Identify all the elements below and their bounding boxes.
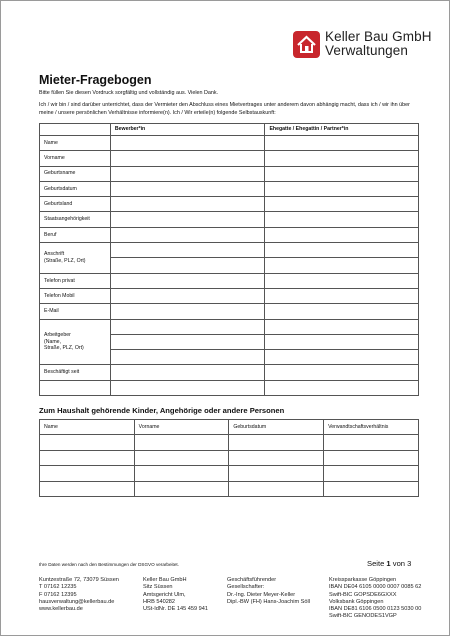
household-input-cell[interactable] xyxy=(134,466,229,482)
applicant-row-label xyxy=(40,380,111,395)
household-input-cell[interactable] xyxy=(40,466,135,482)
company-name xyxy=(325,30,432,58)
partner-input-cell[interactable] xyxy=(265,197,419,212)
company-logo xyxy=(293,30,432,58)
household-header-relationship: Verwandtschaftsverhältnis xyxy=(324,420,419,435)
applicant-input-cell[interactable] xyxy=(110,273,265,288)
applicant-input-cell[interactable] xyxy=(110,380,265,395)
household-input-cell[interactable] xyxy=(324,466,419,482)
page-number xyxy=(367,559,411,568)
applicant-row-label: Beruf xyxy=(40,227,111,242)
applicant-row-label: Staatsangehörigkeit xyxy=(40,212,111,227)
footer-registry xyxy=(143,577,208,613)
household-header-birthdate: Geburtsdatum xyxy=(229,420,324,435)
applicant-row xyxy=(40,136,419,151)
privacy-note: Ihre Daten werden nach den Bestimmungen der DSGVO verarbeitet. xyxy=(39,562,179,567)
household-input-cell[interactable] xyxy=(229,450,324,466)
applicant-input-cell[interactable] xyxy=(110,136,265,151)
applicant-row xyxy=(40,288,419,303)
applicant-row xyxy=(40,166,419,181)
household-input-cell[interactable] xyxy=(229,466,324,482)
applicant-row xyxy=(40,273,419,288)
footer-bank xyxy=(329,577,421,621)
applicant-row xyxy=(40,365,419,380)
footer-line: Gesellschafter: xyxy=(227,584,265,591)
page-mid: von xyxy=(390,559,408,568)
household-input-cell[interactable] xyxy=(324,481,419,497)
footer-line: T 07162 12235 xyxy=(39,584,77,591)
applicant-input-cell[interactable] xyxy=(110,243,265,258)
footer-line: HRB 540282 xyxy=(143,598,176,605)
footer-address xyxy=(39,577,119,613)
household-input-cell[interactable] xyxy=(134,450,229,466)
applicant-row-label: Geburtsname xyxy=(40,166,111,181)
household-input-cell[interactable] xyxy=(40,435,135,451)
page-title: Mieter-Fragebogen xyxy=(39,73,152,87)
applicant-row xyxy=(40,181,419,196)
household-input-cell[interactable] xyxy=(324,435,419,451)
household-input-cell[interactable] xyxy=(229,435,324,451)
footer-line: Kreissparkasse Göppingen xyxy=(329,577,397,583)
partner-input-cell[interactable] xyxy=(265,288,419,303)
household-table xyxy=(39,419,419,497)
partner-input-cell[interactable] xyxy=(265,136,419,151)
footer-line: USt-IdNr. DE 145 459 941 xyxy=(143,606,208,613)
applicant-input-cell[interactable] xyxy=(110,288,265,303)
partner-input-cell[interactable] xyxy=(265,334,419,349)
page-total: 3 xyxy=(407,559,412,568)
footer-line: Swift-BIC GOPSDE6GXXX xyxy=(329,591,397,598)
partner-input-cell[interactable] xyxy=(265,304,419,319)
partner-input-cell[interactable] xyxy=(265,181,419,196)
applicant-row-label: Telefon privat xyxy=(40,273,111,288)
footer-line: Sitz Süssen xyxy=(143,584,173,591)
consent-text: Ich / wir bin / sind darüber unterrichtet, dass der Vermieter den Abschluss eines Mietvertrages unter anderem davon abhängig macht, dass ich / wir ihn über meine / unsere persönlichen Verhältnisse informiere(n). Ich / Wir erteile(n) folgende Selbstauskunft: xyxy=(39,102,410,116)
footer-line: Dr.-Ing. Dieter Meyer-Keller xyxy=(227,591,296,598)
household-input-cell[interactable] xyxy=(229,481,324,497)
applicant-row-label: Vorname xyxy=(40,151,111,166)
applicant-row xyxy=(40,380,419,395)
applicant-input-cell[interactable] xyxy=(110,151,265,166)
household-header-name: Name xyxy=(40,420,135,435)
applicant-row-label: Telefon Mobil xyxy=(40,288,111,303)
footer-line: Dipl.-BW (FH) Hans-Joachim Söll xyxy=(227,598,310,605)
applicant-row-label: E-Mail xyxy=(40,304,111,319)
page-current: 1 xyxy=(386,559,391,568)
applicant-row-label: Geburtsdatum xyxy=(40,181,111,196)
applicant-input-cell[interactable] xyxy=(110,304,265,319)
partner-input-cell[interactable] xyxy=(265,365,419,380)
applicant-input-cell[interactable] xyxy=(110,350,265,365)
household-title: Zum Haushalt gehörende Kinder, Angehörige oder andere Personen xyxy=(39,406,285,415)
household-input-cell[interactable] xyxy=(324,450,419,466)
partner-input-cell[interactable] xyxy=(265,151,419,166)
applicant-input-cell[interactable] xyxy=(110,334,265,349)
household-input-cell[interactable] xyxy=(134,481,229,497)
partner-input-cell[interactable] xyxy=(265,319,419,334)
applicant-input-cell[interactable] xyxy=(110,258,265,273)
header-applicant: Bewerber*in xyxy=(110,124,265,136)
partner-input-cell[interactable] xyxy=(265,212,419,227)
applicant-row-label: Arbeitgeber (Name, Straße, PLZ, Ort) xyxy=(40,319,111,365)
partner-input-cell[interactable] xyxy=(265,258,419,273)
footer-line: Kuntzestraße 72, 73079 Süssen xyxy=(39,577,119,583)
house-logo-icon xyxy=(293,31,320,58)
footer-line: Keller Bau GmbH xyxy=(143,577,187,583)
footer-line: Amtsgericht Ulm, xyxy=(143,591,186,598)
applicant-input-cell[interactable] xyxy=(110,319,265,334)
applicant-input-cell[interactable] xyxy=(110,365,265,380)
applicant-row xyxy=(40,197,419,212)
partner-input-cell[interactable] xyxy=(265,166,419,181)
partner-input-cell[interactable] xyxy=(265,227,419,242)
applicant-row xyxy=(40,243,419,258)
applicant-header-row xyxy=(40,124,419,136)
household-row xyxy=(40,466,419,482)
company-name-line2: Verwaltungen xyxy=(325,43,409,58)
company-name-line1: Keller Bau GmbH xyxy=(325,29,432,44)
applicant-row xyxy=(40,304,419,319)
footer-line: Swift-BIC GENODES1VGP xyxy=(329,613,397,620)
partner-input-cell[interactable] xyxy=(265,380,419,395)
partner-input-cell[interactable] xyxy=(265,243,419,258)
applicant-input-cell[interactable] xyxy=(110,181,265,196)
household-row xyxy=(40,450,419,466)
applicant-row-label: Beschäftigt seit xyxy=(40,365,111,380)
applicant-input-cell[interactable] xyxy=(110,166,265,181)
footer-line: IBAN DE04 6105 0000 0007 0085 62 xyxy=(329,584,422,591)
footer-line: Geschäftsführender xyxy=(227,577,277,583)
footer-line: hausverwaltung@kellerbau.de xyxy=(39,598,115,605)
applicant-input-cell[interactable] xyxy=(110,197,265,212)
footer-line: F 07162 12395 xyxy=(39,591,77,598)
applicant-row xyxy=(40,212,419,227)
applicant-row xyxy=(40,227,419,242)
applicant-row xyxy=(40,319,419,334)
partner-input-cell[interactable] xyxy=(265,273,419,288)
applicant-input-cell[interactable] xyxy=(110,227,265,242)
applicant-row xyxy=(40,151,419,166)
footer-line: IBAN DE81 6106 0500 0123 5030 00 xyxy=(329,606,422,613)
household-row xyxy=(40,435,419,451)
partner-input-cell[interactable] xyxy=(265,350,419,365)
page-prefix: Seite xyxy=(367,559,387,568)
footer-management xyxy=(227,577,310,606)
household-input-cell[interactable] xyxy=(40,481,135,497)
household-input-cell[interactable] xyxy=(134,435,229,451)
applicant-table xyxy=(39,123,419,396)
household-input-cell[interactable] xyxy=(40,450,135,466)
applicant-row-label: Geburtsland xyxy=(40,197,111,212)
applicant-row-label: Name xyxy=(40,136,111,151)
household-header-firstname: Vorname xyxy=(134,420,229,435)
footer-line: www.kellerbau.de xyxy=(39,606,83,613)
header-empty xyxy=(40,124,111,136)
household-header-row xyxy=(40,420,419,435)
applicant-row-label: Anschrift (Straße, PLZ, Ort) xyxy=(40,243,111,274)
footer-line: Volksbank Göppingen xyxy=(329,598,384,605)
header-partner: Ehegatte / Ehegattin / Partner*in xyxy=(265,124,419,136)
applicant-input-cell[interactable] xyxy=(110,212,265,227)
household-row xyxy=(40,481,419,497)
intro-text: Bitte füllen Sie diesen Vordruck sorgfältig und vollständig aus. Vielen Dank. xyxy=(39,90,219,96)
